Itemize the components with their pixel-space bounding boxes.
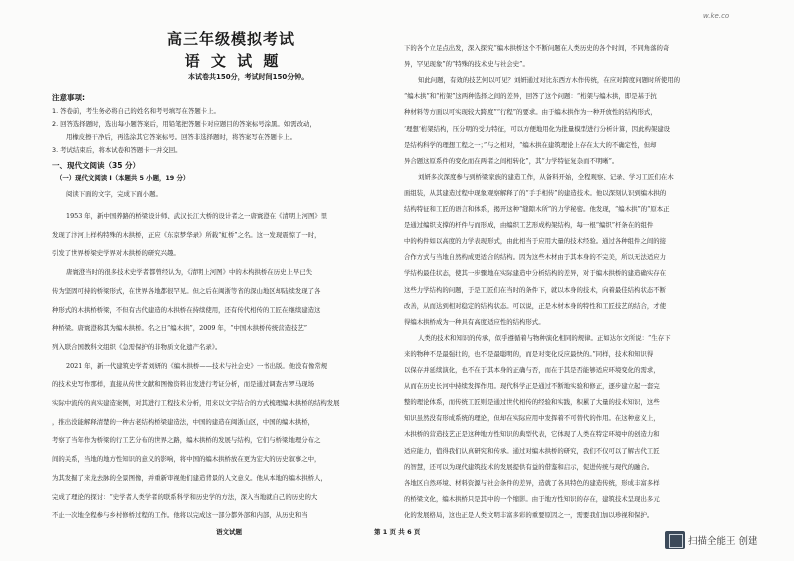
notice-item: 3. 考试结束后，将本试卷和答题卡一并交回。 xyxy=(52,146,182,154)
paragraph-line: “编木拱”和“桁架”这两种选择之间的差异，回答了这个问题：“桁架与编木拱，即是基于抗 xyxy=(404,92,657,101)
paragraph-line: 学结构最佳状态，使其一步骤地在实际建造中分析结构的差异，对于编木拱桥的建造确实存在 xyxy=(404,269,667,278)
notice-item: 用橡皮擦干净后，再选涂其它答案标号。回答非选择题时，将答案写在答题卡上。 xyxy=(66,133,297,141)
paragraph-line: 以保存并延续演化，也不在于其本身的正确与否，而在于其是否能够适应环境变化的需求， xyxy=(404,366,660,374)
paragraph-line: 实际中流传的真实建造案例，对其进行工程技术分析，用来以文字结合的方式梳理编木拱桥的结构发展 xyxy=(52,399,340,407)
paragraph-line: 合作方式与当地自然构成更适合的结构。因为这些木材由于其本身的不完美，所以无法适应力 xyxy=(404,253,667,262)
paragraph-line: 的智慧，还可以为现代建筑技术的发展提供有益的借鉴和启示，促进传统与现代的融合。 xyxy=(404,462,654,471)
paragraph-line: 知识虽然没有形成系统的理论，但却在实际应用中发挥着不可替代的作用。在这种意义上， xyxy=(404,414,660,423)
paragraph-line: 考察了当年作为桥梁的行工艺分布的世界之路，编木拱桥的发展与结构，它们与桥梁地理分布之 xyxy=(52,436,321,445)
paragraph-line: 改善，从而达到相对稳定的结构状态。可以说，正是木材本身的特性和工匠技艺的结合，才使 xyxy=(404,301,667,310)
paragraph-line: 化的发展格局，这也正是人类文明丰富多彩的重要原因之一，需要我们加以珍视和保护。 xyxy=(404,510,654,519)
paragraph-line: 下的各个立足点出发，深入探究“编木拱桥这个不断问题在人类历史的各个时间，不同角落的奇 xyxy=(404,44,670,52)
footer-page-number: 第 1 页 共 6 页 xyxy=(374,528,421,536)
paragraph-line: 1953 年，新中国养路的桥梁设计师、武汉长江大桥的设计者之一唐寰澄在《清明上河图》里 xyxy=(66,212,328,220)
page-title: 高三年级模拟考试 xyxy=(166,30,295,48)
section-instruction: 阅读下面的文字，完成下面小题。 xyxy=(66,190,162,198)
paragraph-line: 异，罕见现象”的“特殊的技术史与社会史”。 xyxy=(404,60,529,69)
camscanner-logo-icon xyxy=(665,531,685,549)
paragraph-line: 面组装，从其建造过程中现象观察解释了的“手手相传”的建造技术。他以深刻认识到编木拱的 xyxy=(404,188,667,197)
paragraph-line: 的技术史写作那样，直接从传世文献和图像资料出发进行考证分析，而是通过调查古罗马现场 xyxy=(52,380,315,389)
paragraph-line: 间的关系，当地的地方性知识的意义的影响，将中国的编木拱桥放在更为宏大的历史叙事之中， xyxy=(52,455,321,464)
paragraph-line: 完成了理论的探讨：“史学者人类学者的联系科学和历史学的方法，深入当地就自己的历史的大 xyxy=(52,492,318,501)
paragraph-line: 从而在历史长河中持续发挥作用。现代科学正是通过不断地实验和修正，逐步建立起一套完 xyxy=(404,382,660,391)
paragraph-line: 种材料等方面以可实现较大跨度”“行程”的要求。由于编木拱作为一种开放性的结构形式， xyxy=(404,108,657,117)
paragraph-line: 引发了世界桥梁史学界对木拱桥的研究兴趣。 xyxy=(52,249,180,258)
paragraph-line: ‘理想’桁架结构，压分明的受力特征，可以方便地用化为批量模型进行分析计算，因此构架建设 xyxy=(404,124,671,133)
paragraph-line: 整的理论体系，而传统工匠则是通过世代相传的经验和实践，积累了大量的技术知识，这些 xyxy=(404,398,660,407)
paragraph-line: 传为坚固可持的桥梁形式，在世界各地都很罕见。但之后在闽浙等省的深山地区却陆续发现了各 xyxy=(52,286,321,295)
paragraph-line: 发现了汴河上样构特殊的木拱桥，正应《东京梦华录》所载“虹桥”之名。这一发现震惊了一时， xyxy=(52,230,321,239)
paragraph-line: 种桥梁。唐寰澄称其为编木拱桥。名之日“编木拱”，2009 年，“中国木拱桥传统营造技艺” xyxy=(52,324,308,333)
paragraph-line: 来的物种不是最强壮的，也不是最聪明的，而是对变化反应最快的。”同样，技术和知识得 xyxy=(404,349,654,358)
paragraph-line: 各地区自然环境、材料资源与社会条件的差异，造就了各具特色的建造传统，形成丰富多样 xyxy=(404,478,660,487)
section-subheading: （一）现代文阅读 I（本题共 5 小题，19 分） xyxy=(56,174,190,182)
exam-meta: 本试卷共150分，考试时间150分钟。 xyxy=(188,73,309,81)
notice-heading: 注意事项: xyxy=(52,93,85,102)
page-subtitle: 语 文 试 题 xyxy=(184,52,282,70)
section-heading: 一、现代文阅读（35 分） xyxy=(52,161,141,170)
paragraph-line: 知此问题，有效的技艺何以可见？刘妍通过对比东西方木作传统，在应对跨度问题时所使用的 xyxy=(418,76,681,85)
paragraph-line: 为其发掘了来龙去脉的全景图像，并重新审视他们建造背景的人文意义。他从本地的编木拱桥人， xyxy=(52,473,327,482)
paragraph-line: 是结构科学的理想工程之一；”与之相对，“编木拱在建筑理论上存在太大的不确定性，但却 xyxy=(404,140,657,149)
paragraph-line: 2021 年，新一代建筑史学者刘妍的《编木拱桥——技术与社会史》一书出版。他没有像常规 xyxy=(66,361,328,370)
notice-item: 2. 回答选择题时，选出每小题答案后，用铅笔把答题卡对应题目的答案标号涂黑。如需改动， xyxy=(52,120,316,128)
paragraph-line: 这些力学结构的问题，于是工匠们在当时的条件下，就以本身的技术，向着最佳结构状态不断 xyxy=(404,285,667,294)
paragraph-line: 的桥梁文化，编木拱桥只是其中的一个缩影。由于地方性知识的存在，建筑技术呈现出多元 xyxy=(404,494,660,503)
paragraph-line: 中的构件如以高度的力学表现形式，由此相当于应用大量的技术经验。通过各种组件之间的接 xyxy=(404,237,667,246)
paragraph-line: 适应能力，值得我们认真研究和传承。通过对编木拱桥的研究，我们不仅可以了解古代工匠 xyxy=(404,446,660,455)
paragraph-line: 人类的技术和知识的传承，似乎遵循着与物种演化相同的规律。正如达尔文所说：“生存下 xyxy=(418,333,671,342)
paragraph-line: 不止一次地全程参与乡村修桥过程的工作。他将以完成这一部分都外部和内部，从历史和当 xyxy=(52,511,308,520)
notice-item: 1. 答卷前，考生务必将自己的姓名和考号填写在答题卡上。 xyxy=(52,107,220,115)
scanner-watermark: 扫描全能王 创建 xyxy=(688,536,758,547)
paragraph-line: 唐寰澄当时的很多技术史学者都曾经认为，《清明上河图》中的木构拱桥在历史上早已失 xyxy=(66,268,313,277)
paragraph-line: 刘妍多次深度参与到桥梁家族的建造工作，从备料开始，全程观察、记录、学习工匠们在木 xyxy=(418,172,674,181)
paragraph-line: 列入联合国教科文组织《急需保护的非物质文化遗产名录》。 xyxy=(52,342,222,351)
paragraph-line: 木拱桥的营造技艺正是这种地方性知识的典型代表，它体现了人类在特定环境中的创造力和 xyxy=(404,430,660,439)
paragraph-line: ，推出没能解释清楚的一种古老结构桥梁建造法，中国的建造在闽浙山区，中国的编木拱桥， xyxy=(52,417,315,426)
paragraph-line: 种形式的木拱桥桥梁，不但有古代建造的木拱桥在持续使用，还有传代相传的工匠在继续建造这 xyxy=(52,305,321,314)
paragraph-line: 是通过编织支撑的杆件与而形成，由编织工艺形成构架结构，每一根“编织”杆条在的组件 xyxy=(404,221,654,230)
paragraph-line: 得编木拱桥成为一种具有高度适应性的结构形式。 xyxy=(404,317,545,326)
corner-mark: w.ke.co xyxy=(703,12,730,20)
footer-subject: 语文试题 xyxy=(216,528,242,536)
paragraph-line: 结构特征和工匠的语言和体系，揭开这种“缝隙木所”的力学秘密。他发现，“编木拱”的“原本正 xyxy=(404,205,670,213)
paragraph-line: 异合题这原系件的变化而在两者之间相转化”，其“力学特征复杂而不明晰”。 xyxy=(404,156,619,165)
